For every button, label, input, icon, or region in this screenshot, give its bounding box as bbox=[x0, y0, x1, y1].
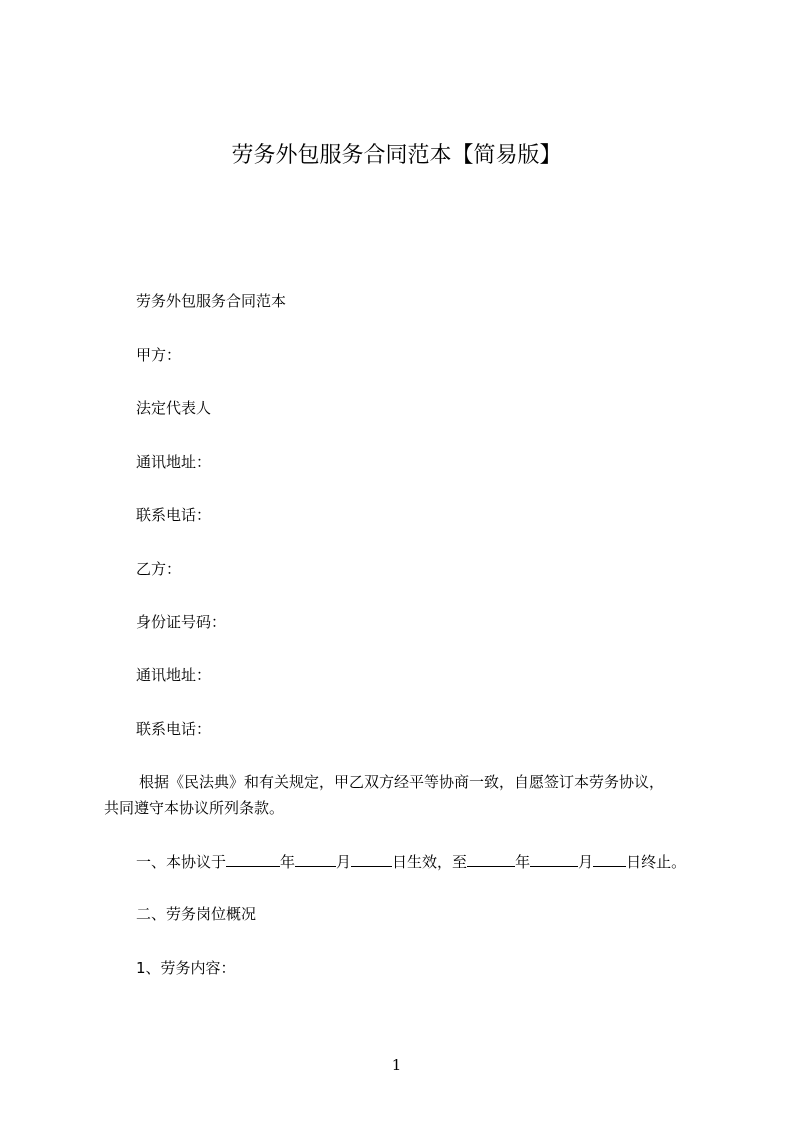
section-2-heading: 二、劳务岗位概况 bbox=[136, 905, 257, 923]
party-a-address: 通讯地址： bbox=[136, 453, 212, 471]
end-month-blank bbox=[530, 848, 578, 867]
term-clause bbox=[136, 848, 686, 875]
start-day-label: 日生效，至 bbox=[392, 853, 468, 871]
party-b-phone: 联系电话： bbox=[136, 720, 212, 738]
preamble-line-1: 根据《民法典》和有关规定，甲乙双方经平等协商一致，自愿签订本劳务协议， bbox=[139, 773, 665, 791]
end-day-blank bbox=[593, 848, 626, 867]
end-day-label: 日终止。 bbox=[626, 853, 687, 871]
start-year-label: 年 bbox=[280, 853, 296, 871]
end-month-label: 月 bbox=[578, 853, 594, 871]
end-year-label: 年 bbox=[515, 853, 531, 871]
item-1-service-content: 1、劳务内容： bbox=[136, 959, 236, 977]
end-year-blank bbox=[467, 848, 515, 867]
party-b-id-number: 身份证号码： bbox=[136, 613, 227, 631]
party-a-phone: 联系电话： bbox=[136, 506, 212, 524]
start-year-blank bbox=[226, 848, 280, 867]
preamble-line-2: 共同遵守本协议所列条款。 bbox=[104, 799, 285, 817]
term-clause-prefix: 一、本协议于 bbox=[136, 853, 227, 871]
document-title: 劳务外包服务合同范本【简易版】 bbox=[231, 143, 562, 168]
start-day-blank bbox=[351, 848, 392, 867]
page-number: 1 bbox=[391, 1056, 402, 1074]
contract-heading: 劳务外包服务合同范本 bbox=[136, 292, 287, 310]
start-month-blank bbox=[295, 848, 336, 867]
party-a-label: 甲方： bbox=[136, 346, 182, 364]
party-a-representative: 法定代表人 bbox=[136, 399, 212, 417]
party-b-address: 通讯地址： bbox=[136, 666, 212, 684]
preamble-paragraph bbox=[104, 769, 696, 821]
start-month-label: 月 bbox=[336, 853, 352, 871]
party-b-label: 乙方： bbox=[136, 560, 182, 578]
